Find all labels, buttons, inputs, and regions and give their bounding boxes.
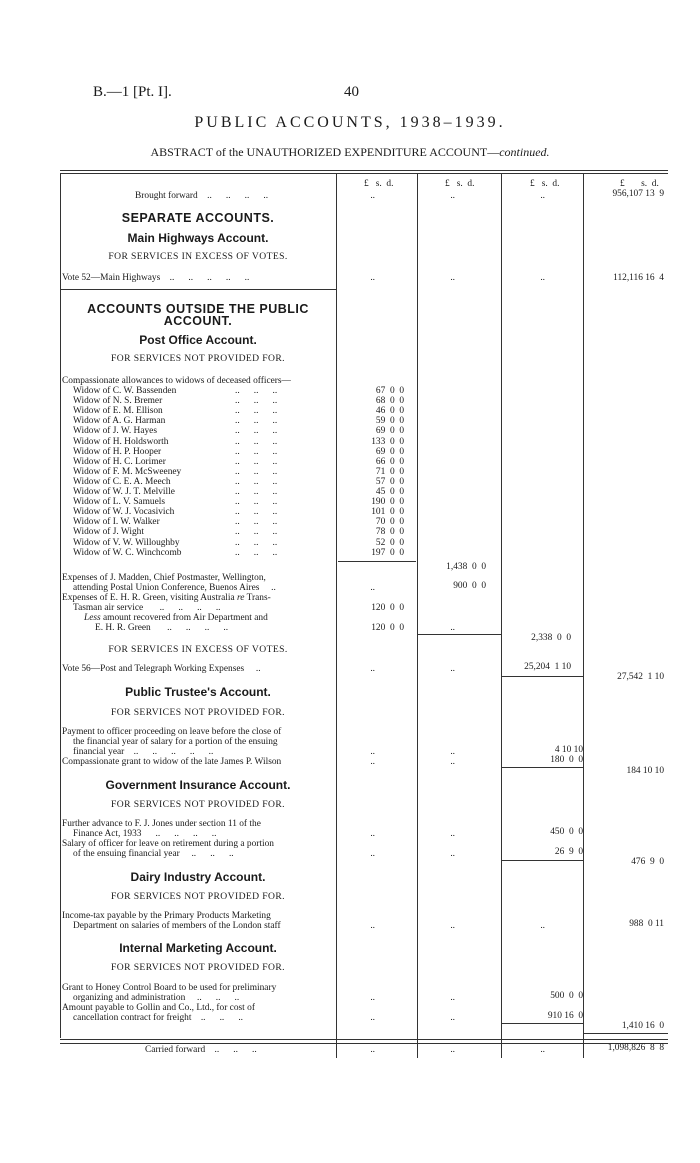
im-honey-c1: ..: [370, 993, 375, 1003]
less-c1: 120 0 0: [371, 623, 404, 633]
widow-row-leader: .. .. ..: [235, 396, 278, 406]
vote-52-c4: 112,116 16 4: [613, 273, 664, 283]
widow-row-name: Widow of W. C. Winchcomb: [73, 548, 182, 558]
widow-row-amount: 52 0 0: [375, 538, 404, 548]
widow-row-amount: 68 0 0: [375, 396, 404, 406]
post-office-subtotal: 2,338 0 0: [531, 633, 571, 643]
table-bottom-rule-2: [60, 1043, 668, 1044]
compassionate-intro: Compassionate allowances to widows of deceased officers—: [62, 376, 291, 386]
brought-forward-c1: ..: [370, 191, 375, 201]
internal-marketing-heading: Internal Marketing Account.: [119, 941, 277, 955]
gi-adv-c3: 450 0 0: [550, 827, 583, 837]
widow-row-amount: 78 0 0: [375, 527, 404, 537]
gi-adv-c2: ..: [450, 829, 455, 839]
public-trustee-heading: Public Trustee's Account.: [125, 685, 271, 699]
brought-forward-c3: ..: [540, 191, 545, 201]
di-c2: ..: [450, 921, 455, 931]
gi-adv-line-1: Further advance to F. J. Jones under section 11 of the: [62, 819, 261, 829]
gov-insurance-heading: Government Insurance Account.: [105, 778, 291, 792]
widow-row-name: Widow of V. W. Willoughby: [73, 538, 180, 548]
widow-row-amount: 57 0 0: [375, 477, 404, 487]
subtitle-continued: continued.: [499, 145, 550, 159]
widow-row-leader: .. .. ..: [235, 437, 278, 447]
pt-comp-c3: 180 0 0: [550, 755, 583, 765]
pt-pay-c1: ..: [370, 747, 375, 757]
widow-row-amount: 46 0 0: [375, 406, 404, 416]
page-number: 40: [344, 84, 359, 100]
pt-pay-line-2: the financial year of salary for a portion of the ensuing: [73, 737, 278, 747]
vote-56-c1: ..: [370, 664, 375, 674]
widow-row-name: Widow of J. Wight: [73, 527, 144, 537]
carried-forward-label: Carried forward .. .. ..: [145, 1045, 257, 1055]
widow-row-name: Widow of E. M. Ellison: [73, 406, 163, 416]
brought-forward-c2: ..: [450, 191, 455, 201]
outside-heading-line-1: ACCOUNTS OUTSIDE THE PUBLIC: [87, 302, 309, 316]
widow-row-leader: .. .. ..: [235, 447, 278, 457]
im-honey-c3: 500 0 0: [550, 991, 583, 1001]
im-honey-line-2: organizing and administration .. .. ..: [73, 993, 240, 1003]
vote-52-c2: ..: [450, 273, 455, 283]
dairy-industry-caption: FOR SERVICES NOT PROVIDED FOR.: [111, 891, 285, 902]
madden-c1: ..: [370, 583, 375, 593]
public-trustee-total: 184 10 10: [626, 766, 664, 776]
vote-52-c1: ..: [370, 273, 375, 283]
widow-row-amount: 101 0 0: [371, 507, 404, 517]
widow-row-amount: 69 0 0: [375, 447, 404, 457]
page-reference: B.—1 [Pt. I].: [93, 84, 172, 100]
less-c2: ..: [450, 623, 455, 633]
green-c1: 120 0 0: [371, 603, 404, 613]
post-office-caption-2: FOR SERVICES IN EXCESS OF VOTES.: [108, 644, 288, 655]
widow-row-amount: 45 0 0: [375, 487, 404, 497]
widow-row-leader: .. .. ..: [235, 457, 278, 467]
table-top-rule-2: [60, 173, 668, 174]
im-honey-line-1: Grant to Honey Control Board to be used for preliminary: [62, 983, 277, 993]
rule-im-total: [502, 1023, 583, 1024]
widow-row-amount: 70 0 0: [375, 517, 404, 527]
madden-line-1: Expenses of J. Madden, Chief Postmaster, Wellington,: [62, 573, 266, 583]
gi-sal-line-1: Salary of officer for leave on retirement during a portion: [62, 839, 274, 849]
page-title: PUBLIC ACCOUNTS, 1938–1939.: [194, 114, 506, 131]
rule-gi-total: [502, 860, 583, 861]
widow-row-name: Widow of L. V. Samuels: [73, 497, 165, 507]
pt-comp-c2: ..: [450, 757, 455, 767]
col-divider-3: [501, 173, 502, 1058]
vote-56-label: Vote 56—Post and Telegraph Working Expenses ..: [62, 664, 261, 674]
column-header-1: £ s. d.: [364, 179, 394, 189]
widow-row-leader: .. .. ..: [235, 538, 278, 548]
widow-row-name: Widow of W. J. T. Melville: [73, 487, 175, 497]
di-tax-line-2: Department on salaries of members of the London staff: [73, 921, 281, 931]
green-line-1: Expenses of E. H. R. Green, visiting Australia re Trans-: [62, 593, 271, 603]
post-office-total: 27,542 1 10: [617, 672, 664, 682]
widow-row-name: Widow of H. Holdsworth: [73, 437, 169, 447]
im-gollin-c3: 910 16 0: [547, 1011, 583, 1021]
main-highways-caption: FOR SERVICES IN EXCESS OF VOTES.: [108, 251, 288, 262]
outside-heading-line-2: ACCOUNT.: [163, 314, 233, 328]
widow-row-amount: 66 0 0: [375, 457, 404, 467]
vote-56-c2: ..: [450, 664, 455, 674]
public-trustee-caption: FOR SERVICES NOT PROVIDED FOR.: [111, 707, 285, 718]
carried-forward-c1: ..: [370, 1045, 375, 1055]
widow-row-name: Widow of J. W. Hayes: [73, 426, 157, 436]
pt-pay-line-3: financial year .. .. .. .. ..: [73, 747, 214, 757]
column-header-4: £ s. d.: [620, 179, 659, 189]
rule-grand-total: [584, 1033, 668, 1034]
widow-row-name: Widow of I. W. Walker: [73, 517, 160, 527]
madden-c2: 900 0 0: [453, 581, 486, 591]
madden-line-2: attending Postal Union Conference, Buenos Aires ..: [73, 583, 276, 593]
dairy-industry-heading: Dairy Industry Account.: [130, 870, 266, 884]
widow-row-name: Widow of F. M. McSweeney: [73, 467, 182, 477]
gov-insurance-total: 476 9 0: [631, 857, 664, 867]
vote-52-c3: ..: [540, 273, 545, 283]
widow-row-name: Widow of C. W. Bassenden: [73, 386, 177, 396]
internal-marketing-total: 1,410 16 0: [621, 1021, 664, 1031]
rule-pt-total: [502, 767, 583, 768]
gi-adv-c1: ..: [370, 829, 375, 839]
rule-po-total: [502, 676, 583, 677]
page-subtitle: [0, 145, 700, 160]
main-highways-heading: Main Highways Account.: [127, 231, 269, 245]
column-header-2: £ s. d.: [445, 179, 475, 189]
im-gollin-line-1: Amount payable to Gollin and Co., Ltd., for cost of: [62, 1003, 255, 1013]
pt-pay-line-1: Payment to officer proceeding on leave before the close of: [62, 727, 282, 737]
pt-comp-c1: ..: [370, 757, 375, 767]
pt-comp-label: Compassionate grant to widow of the late James P. Wilson: [62, 757, 282, 767]
rule-after-highways: [60, 289, 336, 290]
internal-marketing-caption: FOR SERVICES NOT PROVIDED FOR.: [111, 962, 285, 973]
less-line-1: Less amount recovered from Air Department and: [84, 613, 268, 623]
widow-row-leader: .. .. ..: [235, 467, 278, 477]
rule-po-sum: [418, 634, 501, 635]
gi-sal-c2: ..: [450, 849, 455, 859]
widow-row-amount: 67 0 0: [375, 386, 404, 396]
carried-forward-c2: ..: [450, 1045, 455, 1055]
widow-row-leader: .. .. ..: [235, 487, 278, 497]
col-divider-1: [336, 173, 337, 1058]
widow-row-leader: .. .. ..: [235, 416, 278, 426]
di-c3: ..: [540, 921, 545, 931]
table-bottom-rule: [60, 1039, 668, 1040]
rule-widows-sum: [338, 561, 416, 562]
di-c1: ..: [370, 921, 375, 931]
widow-row-amount: 197 0 0: [371, 548, 404, 558]
gi-sal-c3: 26 9 0: [554, 847, 583, 857]
pt-pay-c2: ..: [450, 747, 455, 757]
subtitle-main: ABSTRACT of the UNAUTHORIZED EXPENDITURE ACCOUNT—: [150, 145, 500, 159]
widow-row-amount: 190 0 0: [371, 497, 404, 507]
di-tax-line-1: Income-tax payable by the Primary Products Marketing: [62, 911, 271, 921]
widow-row-leader: .. .. ..: [235, 406, 278, 416]
brought-forward-c4: 956,107 13 9: [612, 189, 664, 199]
widow-row-leader: .. .. ..: [235, 426, 278, 436]
table-top-rule: [60, 170, 668, 171]
gi-sal-c1: ..: [370, 849, 375, 859]
widow-row-leader: .. .. ..: [235, 517, 278, 527]
widow-row-leader: .. .. ..: [235, 477, 278, 487]
column-header-3: £ s. d.: [530, 179, 560, 189]
carried-forward-c4: 1,098,826 8 8: [607, 1043, 664, 1053]
separate-accounts-heading: SEPARATE ACCOUNTS.: [121, 211, 275, 225]
widow-row-leader: .. .. ..: [235, 527, 278, 537]
widow-row-name: Widow of H. P. Hooper: [73, 447, 162, 457]
im-gollin-c2: ..: [450, 1013, 455, 1023]
widow-row-amount: 71 0 0: [375, 467, 404, 477]
widow-row-amount: 59 0 0: [375, 416, 404, 426]
widow-row-amount: 69 0 0: [375, 426, 404, 436]
widow-row-name: Widow of H. C. Lorimer: [73, 457, 166, 467]
widow-row-name: Widow of C. E. A. Meech: [73, 477, 171, 487]
gi-sal-line-2: of the ensuing financial year .. .. ..: [73, 849, 234, 859]
vote-52-label: Vote 52—Main Highways .. .. .. .. ..: [62, 273, 250, 283]
table-left-border: [60, 173, 61, 1038]
im-gollin-line-2: cancellation contract for freight .. .. ..: [73, 1013, 243, 1023]
pt-pay-c3: 4 10 10: [554, 745, 583, 755]
im-gollin-c1: ..: [370, 1013, 375, 1023]
im-honey-c2: ..: [450, 993, 455, 1003]
post-office-caption: FOR SERVICES NOT PROVIDED FOR.: [111, 353, 285, 364]
widow-row-name: Widow of N. S. Bremer: [73, 396, 163, 406]
col-divider-2: [417, 173, 418, 1058]
col-divider-4: [583, 173, 584, 1058]
widow-row-name: Widow of W. J. Vocasivich: [73, 507, 175, 517]
widows-total: 1,438 0 0: [446, 562, 486, 572]
post-office-heading: Post Office Account.: [139, 333, 257, 347]
widow-row-leader: .. .. ..: [235, 548, 278, 558]
gov-insurance-caption: FOR SERVICES NOT PROVIDED FOR.: [111, 799, 285, 810]
widow-row-name: Widow of A. G. Harman: [73, 416, 166, 426]
widow-row-leader: .. .. ..: [235, 497, 278, 507]
dairy-industry-total: 988 0 11: [629, 919, 664, 929]
widow-row-leader: .. .. ..: [235, 386, 278, 396]
widow-row-leader: .. .. ..: [235, 507, 278, 517]
gi-adv-line-2: Finance Act, 1933 .. .. .. ..: [73, 829, 217, 839]
less-line-2: E. H. R. Green .. .. .. ..: [95, 623, 229, 633]
brought-forward-label: Brought forward .. .. .. ..: [135, 191, 269, 201]
carried-forward-c3: ..: [540, 1045, 545, 1055]
vote-56-c3: 25,204 1 10: [524, 662, 571, 672]
green-line-2: Tasman air service .. .. .. ..: [73, 603, 221, 613]
widow-row-amount: 133 0 0: [371, 437, 404, 447]
